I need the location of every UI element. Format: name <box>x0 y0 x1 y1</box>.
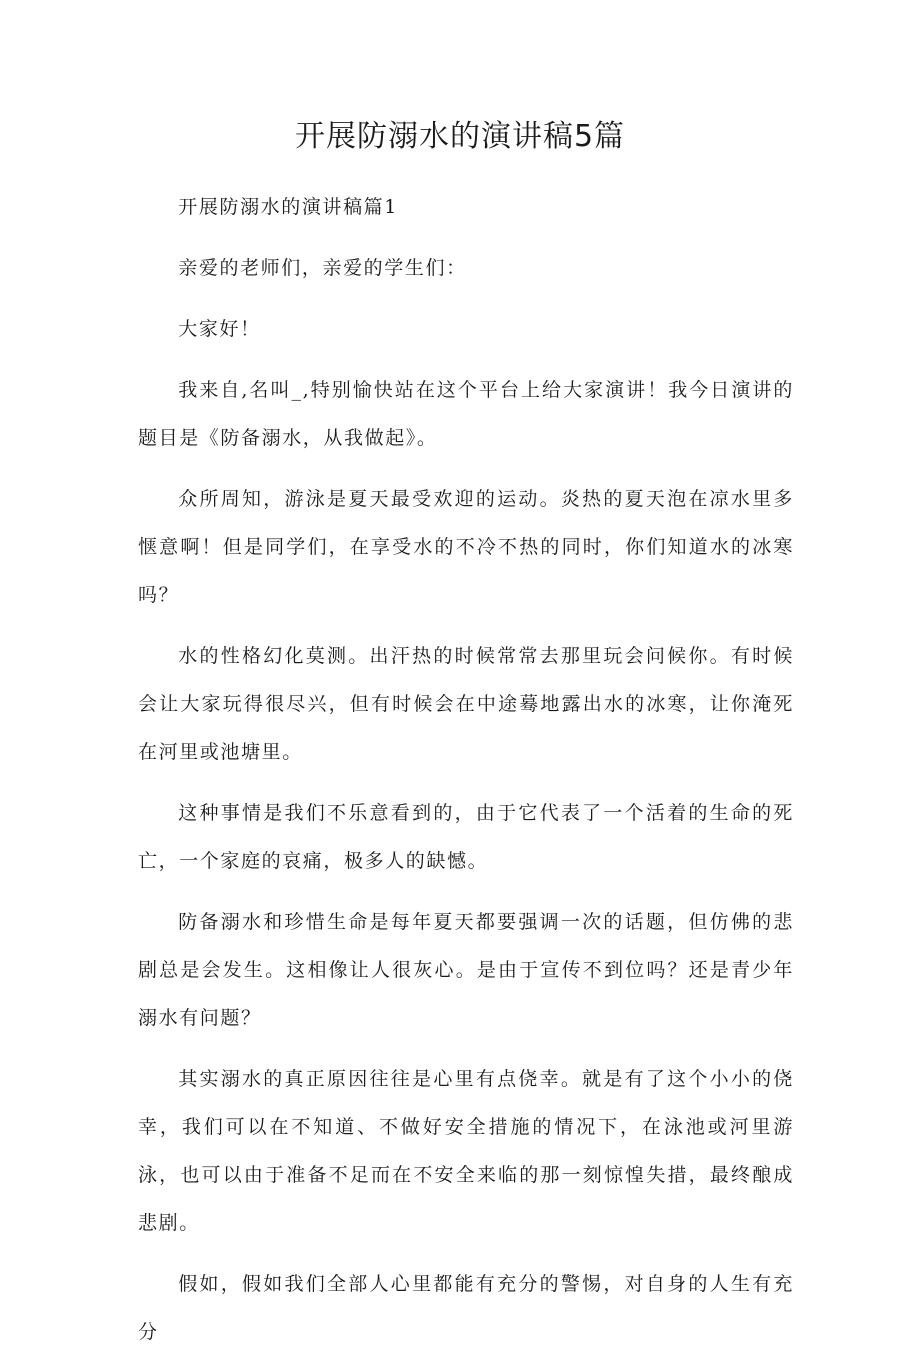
document-title: 开展防溺水的演讲稿5篇 <box>294 119 626 154</box>
paragraph: 众所周知，游泳是夏天最受欢迎的运动。炎热的夏天泡在凉水里多惬意啊！但是同学们，在享受水的不冷不热的同时，你们知道水的冰寒吗？ <box>138 488 794 606</box>
document-body <box>138 183 794 1369</box>
paragraph: 我来自,名叫_,特别愉快站在这个平台上给大家演讲！我今日演讲的题目是《防备溺水，从我做起》。 <box>138 379 794 449</box>
paragraph: 大家好！ <box>178 318 261 340</box>
paragraph: 假如，假如我们全部人心里都能有充分的警惕，对自身的人生有充分 <box>138 1273 794 1343</box>
paragraph: 亲爱的老师们，亲爱的学生们： <box>178 257 467 279</box>
paragraph: 防备溺水和珍惜生命是每年夏天都要强调一次的话题，但仿佛的悲剧总是会发生。这相像让人很灰心。是由于宣传不到位吗？还是青少年溺水有问题？ <box>138 911 794 1029</box>
paragraph: 这种事情是我们不乐意看到的，由于它代表了一个活着的生命的死亡，一个家庭的哀痛，极多人的缺憾。 <box>138 802 794 872</box>
section-heading: 开展防溺水的演讲稿篇1 <box>178 196 398 218</box>
paragraph: 水的性格幻化莫测。出汗热的时候常常去那里玩会问候你。有时候会让大家玩得很尽兴，但有时候会在中途蓦地露出水的冰寒，让你淹死在河里或池塘里。 <box>138 645 794 763</box>
paragraph: 其实溺水的真正原因往往是心里有点侥幸。就是有了这个小小的侥幸，我们可以在不知道、不做好安全措施的情况下，在泳池或河里游泳，也可以由于准备不足而在不安全来临的那一刻惊惶失措，最终酿成悲剧。 <box>138 1068 794 1234</box>
